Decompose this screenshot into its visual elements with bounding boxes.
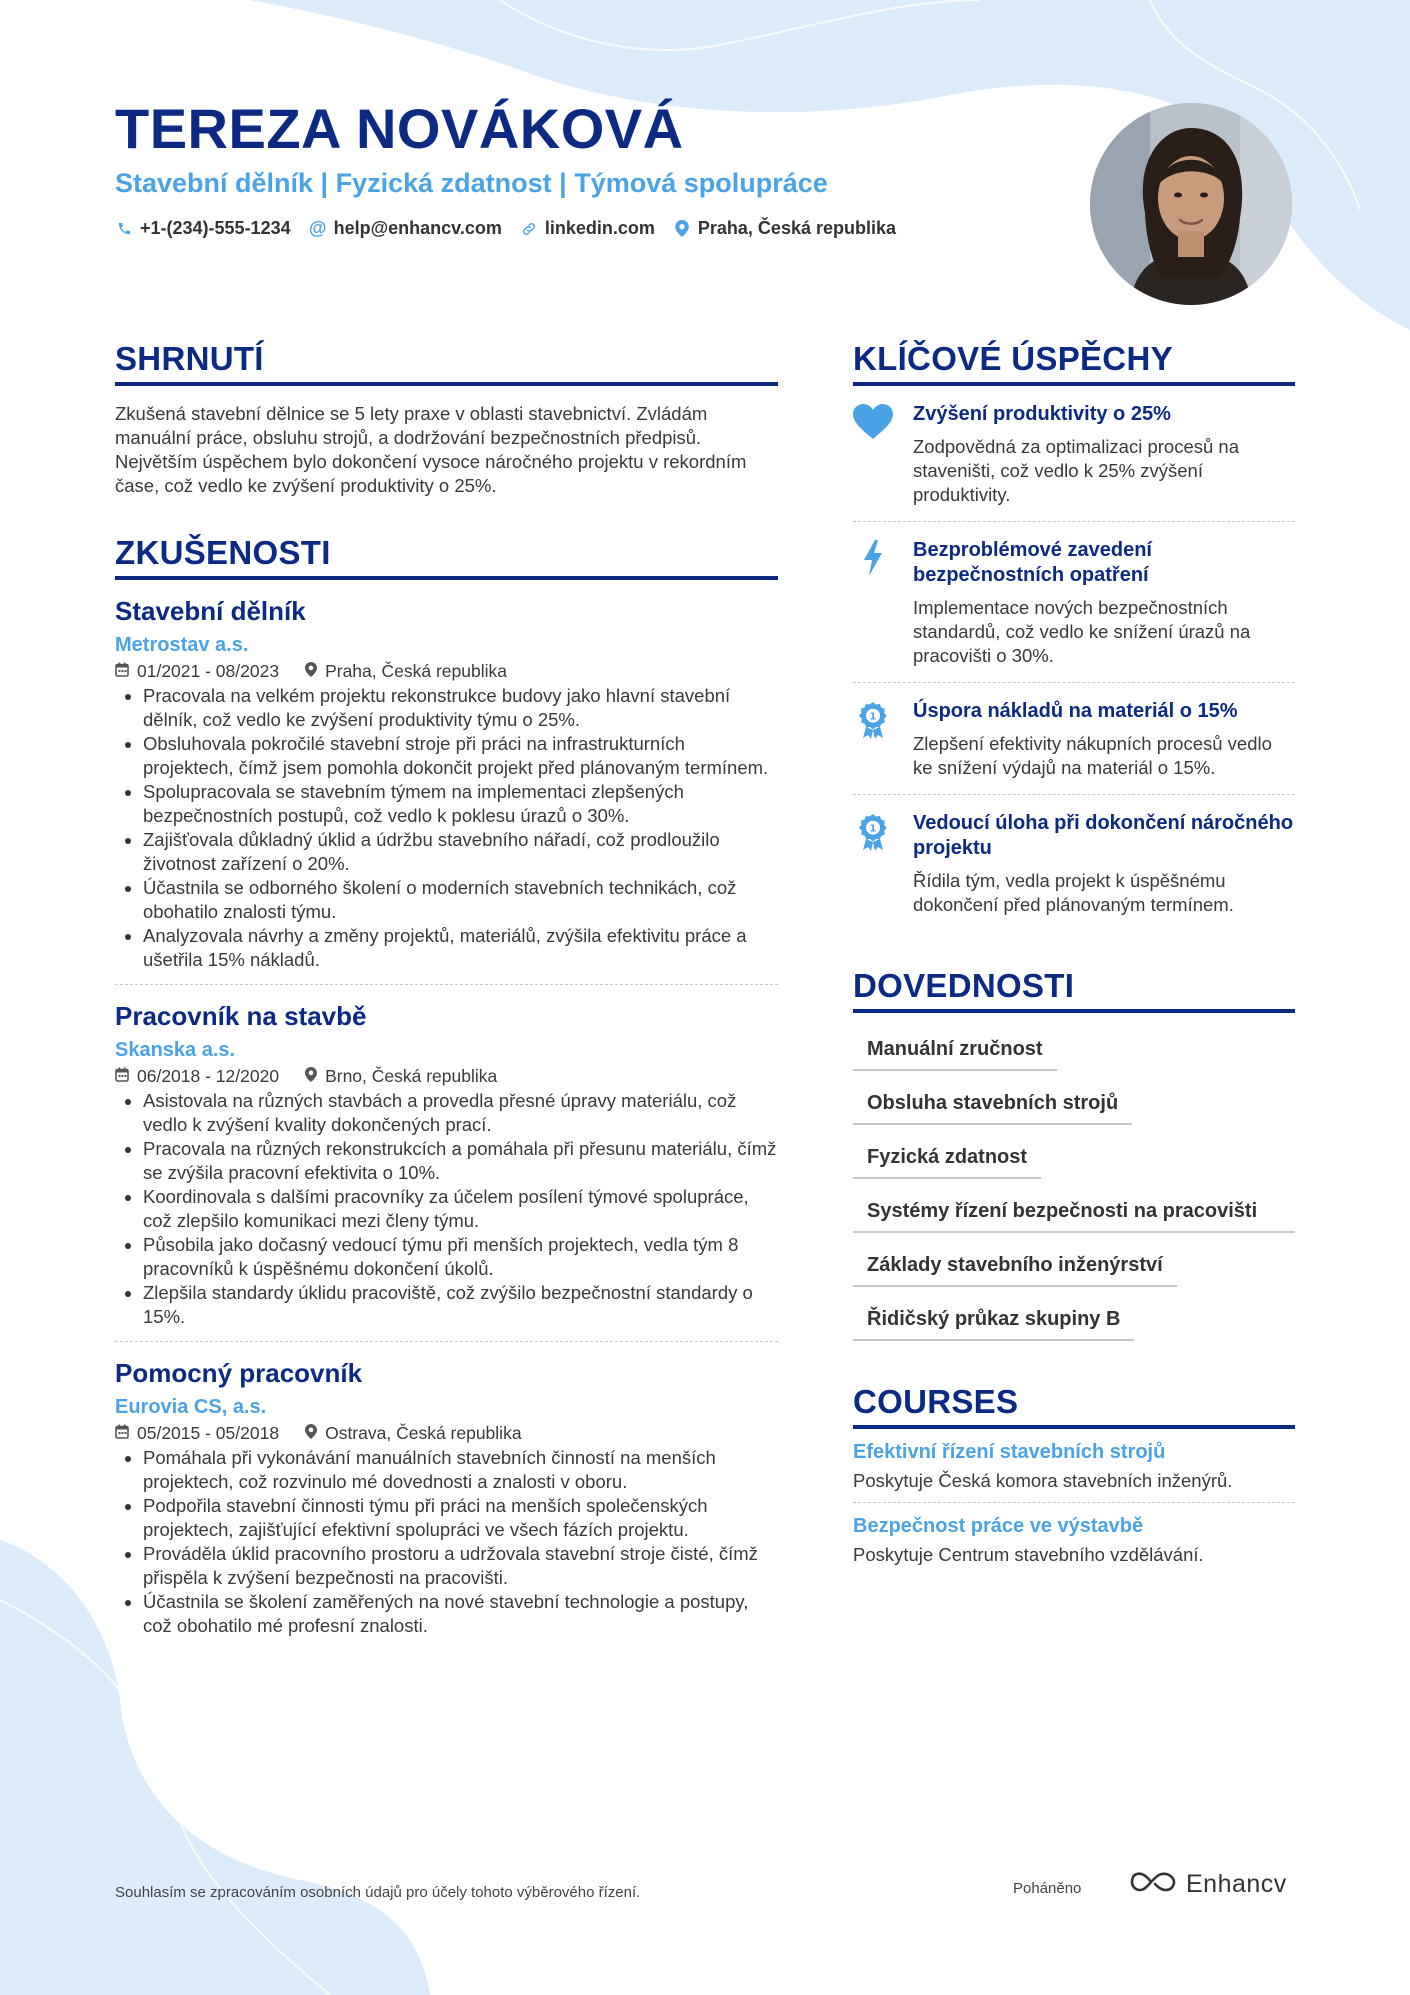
skill-tag: Systémy řízení bezpečnosti na pracovišti xyxy=(853,1187,1295,1233)
job-bullet: • Pomáhala při vykonávání manuálních stavebních činností na menších projektech, což rozvinulo mé dovednosti a znalosti v oboru. xyxy=(143,1446,778,1494)
achievement-desc: Zlepšení efektivity nákupních procesů vedlo ke snížení výdajů na materiál o 15%. xyxy=(913,733,1272,778)
course-item xyxy=(853,1502,1295,1576)
job-meta xyxy=(115,1423,778,1444)
job-location: Ostrava, Česká republika xyxy=(325,1423,522,1443)
headline: Stavební dělník | Fyzická zdatnost | Týmová spolupráce xyxy=(115,168,828,198)
profile-photo xyxy=(1090,103,1292,305)
job-meta xyxy=(115,661,778,682)
candidate-name: TEREZA NOVÁKOVÁ xyxy=(115,97,684,160)
link-icon xyxy=(520,220,538,238)
achievement-title: Vedoucí úloha při dokončení náročného projektu xyxy=(913,812,1294,859)
job-location: Brno, Česká republika xyxy=(325,1066,498,1086)
job-bullets xyxy=(115,684,778,972)
contact-linkedin-text: linkedin.com xyxy=(544,218,655,238)
location-pin-icon xyxy=(305,662,317,681)
heart-icon xyxy=(853,402,893,507)
summary-title: SHRNUTÍ xyxy=(115,340,778,386)
contact-phone-text: +1-(234)-555-1234 xyxy=(140,218,291,238)
achievement-desc: Řídila tým, vedla projekt k úspěšnému dokončení před plánovaným termínem. xyxy=(913,870,1234,915)
powered-by-label: Poháněno xyxy=(1013,1880,1082,1897)
skill-tag: Řidičský průkaz skupiny B xyxy=(853,1295,1134,1341)
contact-linkedin[interactable] xyxy=(520,218,655,239)
contact-bar xyxy=(115,218,896,239)
course-title: Efektivní řízení stavebních strojů xyxy=(853,1441,1166,1463)
contact-email-text: help@enhancv.com xyxy=(333,218,502,238)
achievement-item xyxy=(853,794,1295,931)
lightning-icon xyxy=(853,538,893,668)
location-pin-icon xyxy=(305,1424,317,1443)
achievement-title: Úspora nákladů na materiál o 15% xyxy=(913,700,1238,722)
consent-note: Souhlasím se zpracováním osobních údajů pro účely tohoto výběrového řízení. xyxy=(115,1884,641,1901)
calendar-icon xyxy=(115,662,129,681)
summary-text: Zkušená stavební dělnice se 5 lety praxe v oblasti stavebnictví. Zvládám manuální práce, obsluhu strojů, a dodržování bezpečnostních předpisů. Největším úspěchem bylo dokončení vysoce náročného projektu v rekordním čase, což vedlo ke zvýšení produktivity o 25%. xyxy=(115,403,747,496)
infinity-logo-icon xyxy=(1130,1870,1176,1899)
location-pin-icon xyxy=(305,1067,317,1086)
right-column xyxy=(853,340,1295,1576)
phone-icon xyxy=(115,220,133,238)
achievement-title: Zvýšení produktivity o 25% xyxy=(913,403,1171,425)
left-column xyxy=(115,340,778,1638)
job-entry xyxy=(115,1341,778,1638)
job-bullet: • Účastnila se odborného školení o moderních stavebních technikách, což obohatilo znalosti týmu. xyxy=(143,876,778,924)
contact-phone[interactable] xyxy=(115,218,291,239)
job-bullet: • Prováděla úklid pracovního prostoru a udržovala stavební stroje čisté, čímž přispěla k zvýšení bezpečnosti na pracovišti. xyxy=(143,1542,778,1590)
job-bullet: • Zlepšila standardy úklidu pracoviště, což zvýšilo bezpečnostní standardy o 15%. xyxy=(143,1281,778,1329)
job-bullet: • Pracovala na velkém projektu rekonstrukce budovy jako hlavní stavební dělník, což vedlo ke zvýšení produktivity týmu o 25%. xyxy=(143,684,778,732)
job-company: Eurovia CS, a.s. xyxy=(115,1396,267,1418)
courses-title: COURSES xyxy=(853,1383,1295,1429)
skill-tag: Fyzická zdatnost xyxy=(853,1133,1041,1179)
achievements-title: KLÍČOVÉ ÚSPĚCHY xyxy=(853,340,1295,386)
job-position: Pracovník na stavbě xyxy=(115,1001,367,1031)
job-bullet: • Obsluhovala pokročilé stavební stroje při práci na infrastrukturních projektech, čímž jsem pomohla dokončit projekt před plánovaným termínem. xyxy=(143,732,778,780)
job-bullet: • Pracovala na různých rekonstrukcích a pomáhala při přesunu materiálu, čímž se zvýšila pracovní efektivita o 10%. xyxy=(143,1137,778,1185)
job-bullets xyxy=(115,1446,778,1638)
skill-tag: Manuální zručnost xyxy=(853,1025,1057,1071)
job-meta xyxy=(115,1066,778,1087)
job-dates: 01/2021 - 08/2023 xyxy=(137,661,280,681)
award-ribbon-icon xyxy=(853,811,893,917)
location-pin-icon xyxy=(673,220,691,238)
job-dates: 05/2015 - 05/2018 xyxy=(137,1423,280,1443)
skill-tag: Obsluha stavebních strojů xyxy=(853,1079,1132,1125)
job-bullet: • Účastnila se školení zaměřených na nové stavební technologie a postupy, což obohatilo mé profesní znalosti. xyxy=(143,1590,778,1638)
achievement-title: Bezproblémové zavedení bezpečnostních opatření xyxy=(913,539,1152,586)
contact-email[interactable] xyxy=(309,218,502,239)
job-bullet: • Asistovala na různých stavbách a provedla přesné úpravy materiálu, což vedlo k zvýšení kvality dokončených prací. xyxy=(143,1089,778,1137)
achievement-desc: Zodpovědná za optimalizaci procesů na staveništi, což vedlo k 25% zvýšení produktivity. xyxy=(913,436,1239,505)
course-title: Bezpečnost práce ve výstavbě xyxy=(853,1515,1144,1537)
brand-name: Enhancv xyxy=(1186,1870,1287,1898)
job-entry xyxy=(115,580,778,972)
job-location: Praha, Česká republika xyxy=(325,661,507,681)
job-bullet: • Působila jako dočasný vedoucí týmu při menších projektech, vedla tým 8 pracovníků k úspěšnému dokončení úkolů. xyxy=(143,1233,778,1281)
svg-text:1: 1 xyxy=(869,711,877,723)
skills-title: DOVEDNOSTI xyxy=(853,967,1295,1013)
skill-tag: Základy stavebního inženýrství xyxy=(853,1241,1177,1287)
course-provider: Poskytuje Centrum stavebního vzdělávání. xyxy=(853,1544,1204,1565)
contact-location xyxy=(673,218,896,239)
calendar-icon xyxy=(115,1067,129,1086)
course-item xyxy=(853,1429,1295,1502)
experience-title: ZKUŠENOSTI xyxy=(115,534,778,580)
job-position: Stavební dělník xyxy=(115,596,306,626)
job-bullet: • Podpořila stavební činnosti týmu při práci na menších společenských projektech, zajišťující efektivní spolupráci ve všech fázích projektu. xyxy=(143,1494,778,1542)
award-ribbon-icon xyxy=(853,699,893,780)
job-bullet: • Zajišťovala důkladný úklid a údržbu stavebního nářadí, což prodloužilo životnost zařízení o 20%. xyxy=(143,828,778,876)
calendar-icon xyxy=(115,1424,129,1443)
job-bullet: • Spolupracovala se stavebním týmem na implementaci zlepšených bezpečnostních postupů, což vedlo k poklesu úrazů o 30%. xyxy=(143,780,778,828)
job-company: Skanska a.s. xyxy=(115,1039,236,1061)
achievement-item xyxy=(853,386,1295,521)
job-entry xyxy=(115,984,778,1329)
svg-text:1: 1 xyxy=(869,823,877,835)
job-bullet: • Koordinovala s dalšími pracovníky za účelem posílení týmové spolupráce, což zlepšilo komunikaci mezi členy týmu. xyxy=(143,1185,778,1233)
job-position: Pomocný pracovník xyxy=(115,1358,363,1388)
contact-location-text: Praha, Česká republika xyxy=(697,218,897,238)
course-provider: Poskytuje Česká komora stavebních inženýrů. xyxy=(853,1470,1233,1491)
job-bullet: • Analyzovala návrhy a změny projektů, materiálů, zvýšila efektivitu práce a ušetřila 15% nákladů. xyxy=(143,924,778,972)
skills-list xyxy=(853,1013,1295,1341)
at-icon: @ xyxy=(308,218,327,238)
job-company: Metrostav a.s. xyxy=(115,634,249,656)
job-dates: 06/2018 - 12/2020 xyxy=(137,1066,280,1086)
achievement-item xyxy=(853,682,1295,794)
enhancv-logo[interactable] xyxy=(1130,1870,1287,1899)
job-bullets xyxy=(115,1089,778,1329)
achievement-item xyxy=(853,521,1295,682)
achievement-desc: Implementace nových bezpečnostních standardů, což vedlo ke snížení úrazů na pracovišti o 30%. xyxy=(913,597,1251,666)
